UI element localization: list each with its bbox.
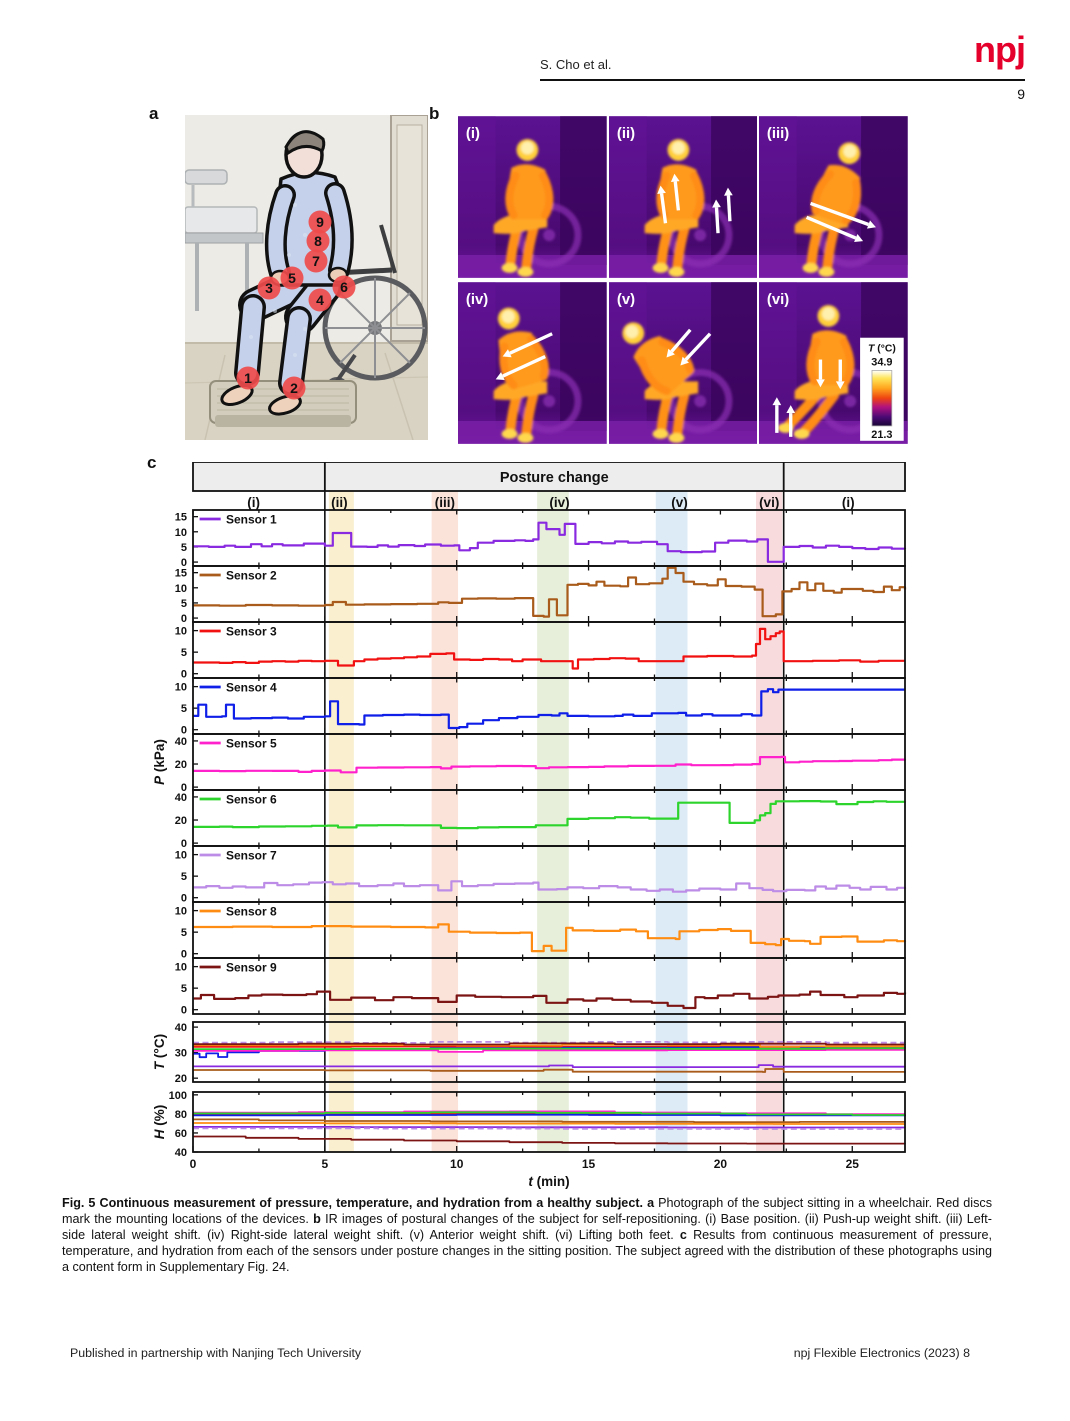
svg-text:Sensor 8: Sensor 8 — [225, 904, 277, 919]
svg-text:(i): (i) — [841, 495, 855, 510]
svg-text:0: 0 — [189, 1157, 197, 1171]
svg-text:0: 0 — [180, 668, 187, 681]
svg-text:5: 5 — [180, 597, 187, 610]
svg-text:(ii): (ii) — [331, 495, 348, 510]
wheelchair-photo — [185, 115, 428, 440]
svg-text:5: 5 — [180, 703, 187, 716]
svg-text:Posture change: Posture change — [499, 470, 609, 486]
page-footer — [70, 1346, 970, 1360]
svg-text:9: 9 — [316, 214, 324, 230]
svg-text:(vi): (vi) — [767, 292, 790, 309]
panel-b-label: b — [429, 104, 440, 123]
svg-text:6: 6 — [340, 279, 348, 295]
header-rule — [540, 79, 1025, 81]
svg-text:15: 15 — [174, 511, 187, 524]
thermal-image-(iv) — [458, 281, 607, 445]
panel-c-label: c — [147, 453, 157, 472]
svg-text:(v): (v) — [616, 292, 635, 309]
svg-text:(v): (v) — [671, 495, 688, 510]
thermal-image-(vi) — [759, 281, 908, 445]
svg-text:8: 8 — [314, 233, 322, 249]
svg-text:10: 10 — [174, 625, 187, 638]
footer-partnership: Published in partnership with Nanjing Tech University — [70, 1346, 362, 1360]
svg-text:80: 80 — [174, 1108, 187, 1121]
svg-text:60: 60 — [174, 1127, 187, 1140]
svg-text:5: 5 — [180, 871, 187, 884]
svg-text:3: 3 — [265, 280, 273, 296]
svg-text:5: 5 — [288, 270, 296, 286]
svg-text:40: 40 — [174, 1147, 187, 1159]
svg-text:(i): (i) — [247, 495, 261, 510]
svg-text:Sensor 3: Sensor 3 — [225, 624, 277, 639]
svg-text:10: 10 — [450, 1157, 464, 1171]
svg-text:0: 0 — [180, 838, 187, 851]
svg-text:40: 40 — [174, 791, 187, 804]
svg-text:40: 40 — [174, 1022, 187, 1035]
svg-text:Sensor 4: Sensor 4 — [225, 680, 277, 695]
svg-text:15: 15 — [581, 1157, 596, 1171]
svg-text:5: 5 — [180, 983, 187, 996]
svg-text:25: 25 — [845, 1157, 859, 1171]
running-head-author: S. Cho et al. — [540, 57, 612, 72]
svg-text:10: 10 — [174, 849, 187, 862]
svg-text:34.9: 34.9 — [871, 356, 893, 369]
svg-text:5: 5 — [180, 647, 187, 660]
svg-text:10: 10 — [174, 582, 187, 595]
svg-text:0: 0 — [180, 1004, 187, 1017]
svg-text:P (kPa): P (kPa) — [152, 739, 167, 785]
panel-a-photo — [185, 115, 428, 440]
svg-text:20: 20 — [174, 759, 187, 772]
svg-text:0: 0 — [180, 724, 187, 737]
svg-text:(iii): (iii) — [767, 126, 790, 143]
svg-text:20: 20 — [713, 1157, 728, 1171]
svg-text:0: 0 — [180, 613, 187, 626]
svg-text:10: 10 — [174, 681, 187, 694]
panel-a-label: a — [149, 104, 159, 123]
svg-text:Sensor 2: Sensor 2 — [225, 568, 277, 583]
svg-text:10: 10 — [174, 526, 187, 539]
npj-logo: npj — [974, 29, 1025, 70]
svg-text:2: 2 — [290, 380, 298, 396]
svg-text:(i): (i) — [465, 126, 480, 143]
svg-text:20: 20 — [174, 815, 187, 828]
panel-b-thermal-grid — [458, 115, 908, 445]
svg-text:15: 15 — [174, 567, 187, 580]
measurement-chart — [150, 462, 910, 1197]
svg-text:(ii): (ii) — [616, 126, 635, 143]
svg-text:Sensor 7: Sensor 7 — [225, 848, 277, 863]
svg-text:5: 5 — [180, 927, 187, 940]
svg-text:Sensor 1: Sensor 1 — [225, 512, 277, 527]
svg-text:10: 10 — [174, 905, 187, 918]
thermal-image-(ii) — [609, 115, 758, 279]
thermal-image-(iii) — [759, 115, 908, 279]
svg-text:0: 0 — [180, 892, 187, 905]
svg-text:0: 0 — [180, 948, 187, 961]
svg-text:5: 5 — [180, 541, 187, 554]
svg-text:100: 100 — [168, 1089, 187, 1102]
svg-text:(iv): (iv) — [465, 292, 489, 309]
svg-text:5: 5 — [321, 1157, 329, 1171]
svg-text:1: 1 — [244, 370, 252, 386]
svg-text:Sensor 5: Sensor 5 — [225, 736, 277, 751]
svg-text:0: 0 — [180, 557, 187, 570]
thermal-image-(i) — [458, 115, 607, 279]
svg-text:4: 4 — [316, 292, 324, 308]
svg-text:T (°C): T (°C) — [868, 343, 897, 355]
svg-text:10: 10 — [174, 961, 187, 974]
svg-text:7: 7 — [312, 253, 320, 269]
panel-c-chart — [150, 462, 910, 1197]
thermal-image-(v) — [609, 281, 758, 445]
svg-text:30: 30 — [174, 1047, 187, 1060]
svg-text:0: 0 — [180, 782, 187, 795]
svg-text:t (min): t (min) — [528, 1174, 570, 1189]
page-number: 9 — [1017, 86, 1025, 102]
svg-text:40: 40 — [174, 735, 187, 748]
svg-text:T (°C): T (°C) — [152, 1033, 167, 1071]
svg-text:(vi): (vi) — [759, 495, 780, 510]
figure-caption: Fig. 5 Continuous measurement of pressure, temperature, and hydration from a healthy subject. a Photograph of the subject sitting in a wheelchair. Red discs mark the mounting locations of the devices. b IR images of postural changes of the subject for self-repositioning. (i) Base position. (ii) Push-up weight shift. (iii) Left-side lateral weight shift. (iv) Right-side lateral weight shift. (v) Anterior weight shift. (vi) Lifting both feet. c Results from continuous measurement of pressure, temperature, and hydration from each of the sensors under posture changes in the sitting position. The subject agreed with the distribution of these photographs using a content form in Supplementary Fig. 24. — [62, 1196, 993, 1274]
svg-text:(iv): (iv) — [549, 495, 570, 510]
svg-text:20: 20 — [174, 1073, 187, 1086]
svg-text:H (%): H (%) — [152, 1104, 167, 1140]
svg-text:Sensor 6: Sensor 6 — [225, 792, 277, 807]
svg-text:(iii): (iii) — [434, 495, 455, 510]
svg-text:Sensor 9: Sensor 9 — [225, 960, 277, 975]
svg-text:21.3: 21.3 — [871, 428, 893, 441]
footer-journal-ref: npj Flexible Electronics (2023) 8 — [793, 1346, 970, 1360]
